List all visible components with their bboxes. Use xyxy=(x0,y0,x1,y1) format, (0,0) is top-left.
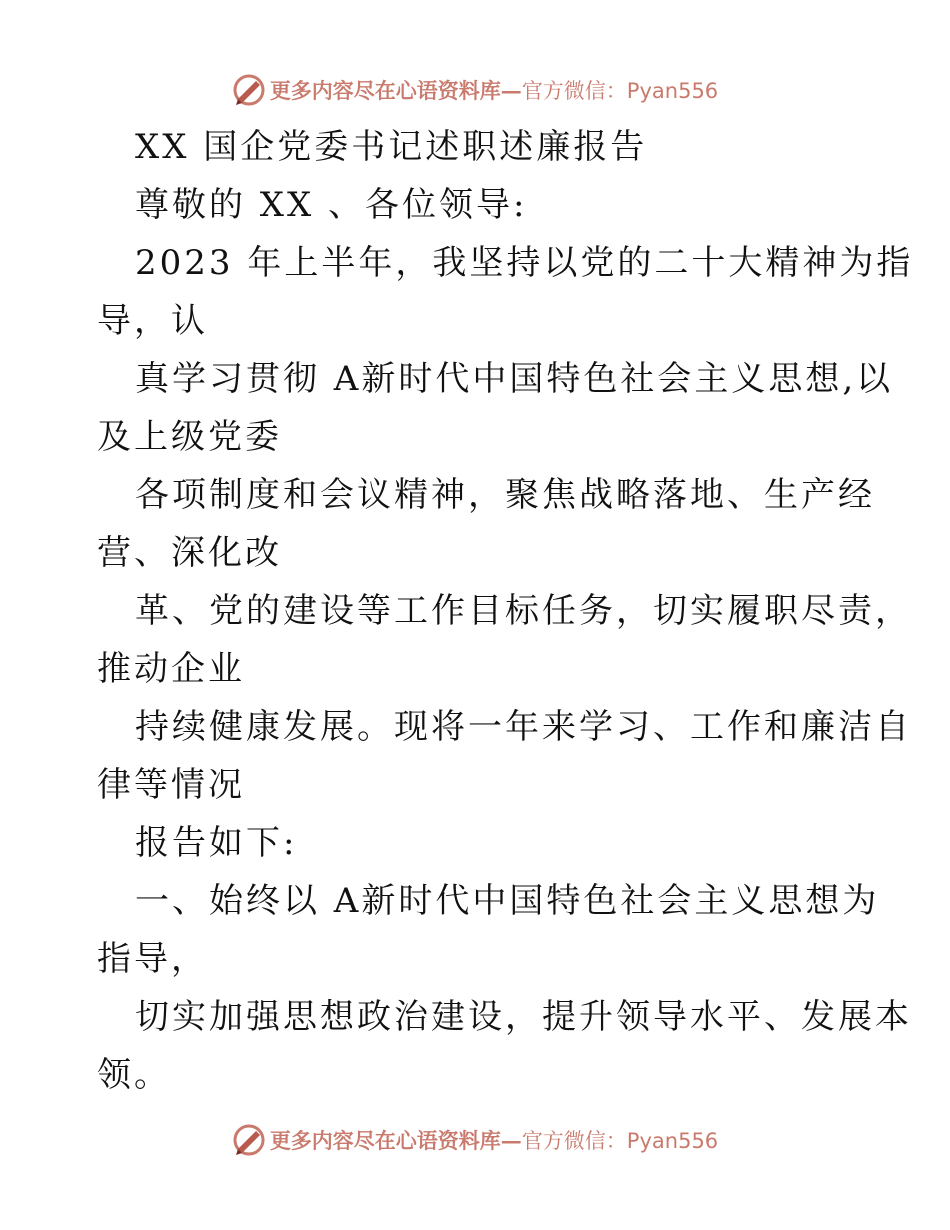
document-body xyxy=(97,118,914,1104)
paragraph-line: 切实加强思想政治建设，提升领导水平、发展本 xyxy=(135,997,912,1037)
paragraph-line: 及上级党委 xyxy=(97,417,282,457)
section-heading-line: 指导， xyxy=(97,939,208,979)
header-watermark xyxy=(0,70,950,110)
pen-logo-icon xyxy=(232,1123,266,1157)
paragraph-line: 营、深化改 xyxy=(97,533,282,573)
header-wechat: 官方微信：Pyan556 xyxy=(521,79,719,103)
footer-wechat: 官方微信：Pyan556 xyxy=(521,1129,719,1153)
footer-watermark xyxy=(0,1120,950,1160)
salutation: 尊敬的 XX 、各位领导: xyxy=(135,185,528,225)
paragraph-line: 各项制度和会议精神，聚焦战略落地、生产经 xyxy=(135,475,875,515)
footer-slogan: 更多内容尽在心语资料库— xyxy=(269,1128,522,1153)
paragraph-line: 律等情况 xyxy=(97,765,245,805)
header-slogan: 更多内容尽在心语资料库— xyxy=(269,78,522,103)
paragraph-line: 推动企业 xyxy=(97,649,245,689)
paragraph-line: 持续健康发展。现将一年来学习、工作和廉洁自 xyxy=(135,707,912,747)
section-heading-line: 一、始终以 A新时代中国特色社会主义思想为 xyxy=(135,881,880,921)
paragraph-line: 真学习贯彻 A新时代中国特色社会主义思想,以 xyxy=(135,359,894,399)
paragraph-line: 领。 xyxy=(97,1055,171,1095)
paragraph-line: 2023 年上半年，我坚持以党的二十大精神为指 xyxy=(135,243,914,283)
document-title: XX 国企党委书记述职述廉报告 xyxy=(135,127,648,167)
paragraph-line: 革、党的建设等工作目标任务，切实履职尽责， xyxy=(135,591,912,631)
pen-logo-icon xyxy=(232,73,266,107)
paragraph-line: 报告如下: xyxy=(135,823,298,863)
paragraph-line: 导，认 xyxy=(97,301,208,341)
